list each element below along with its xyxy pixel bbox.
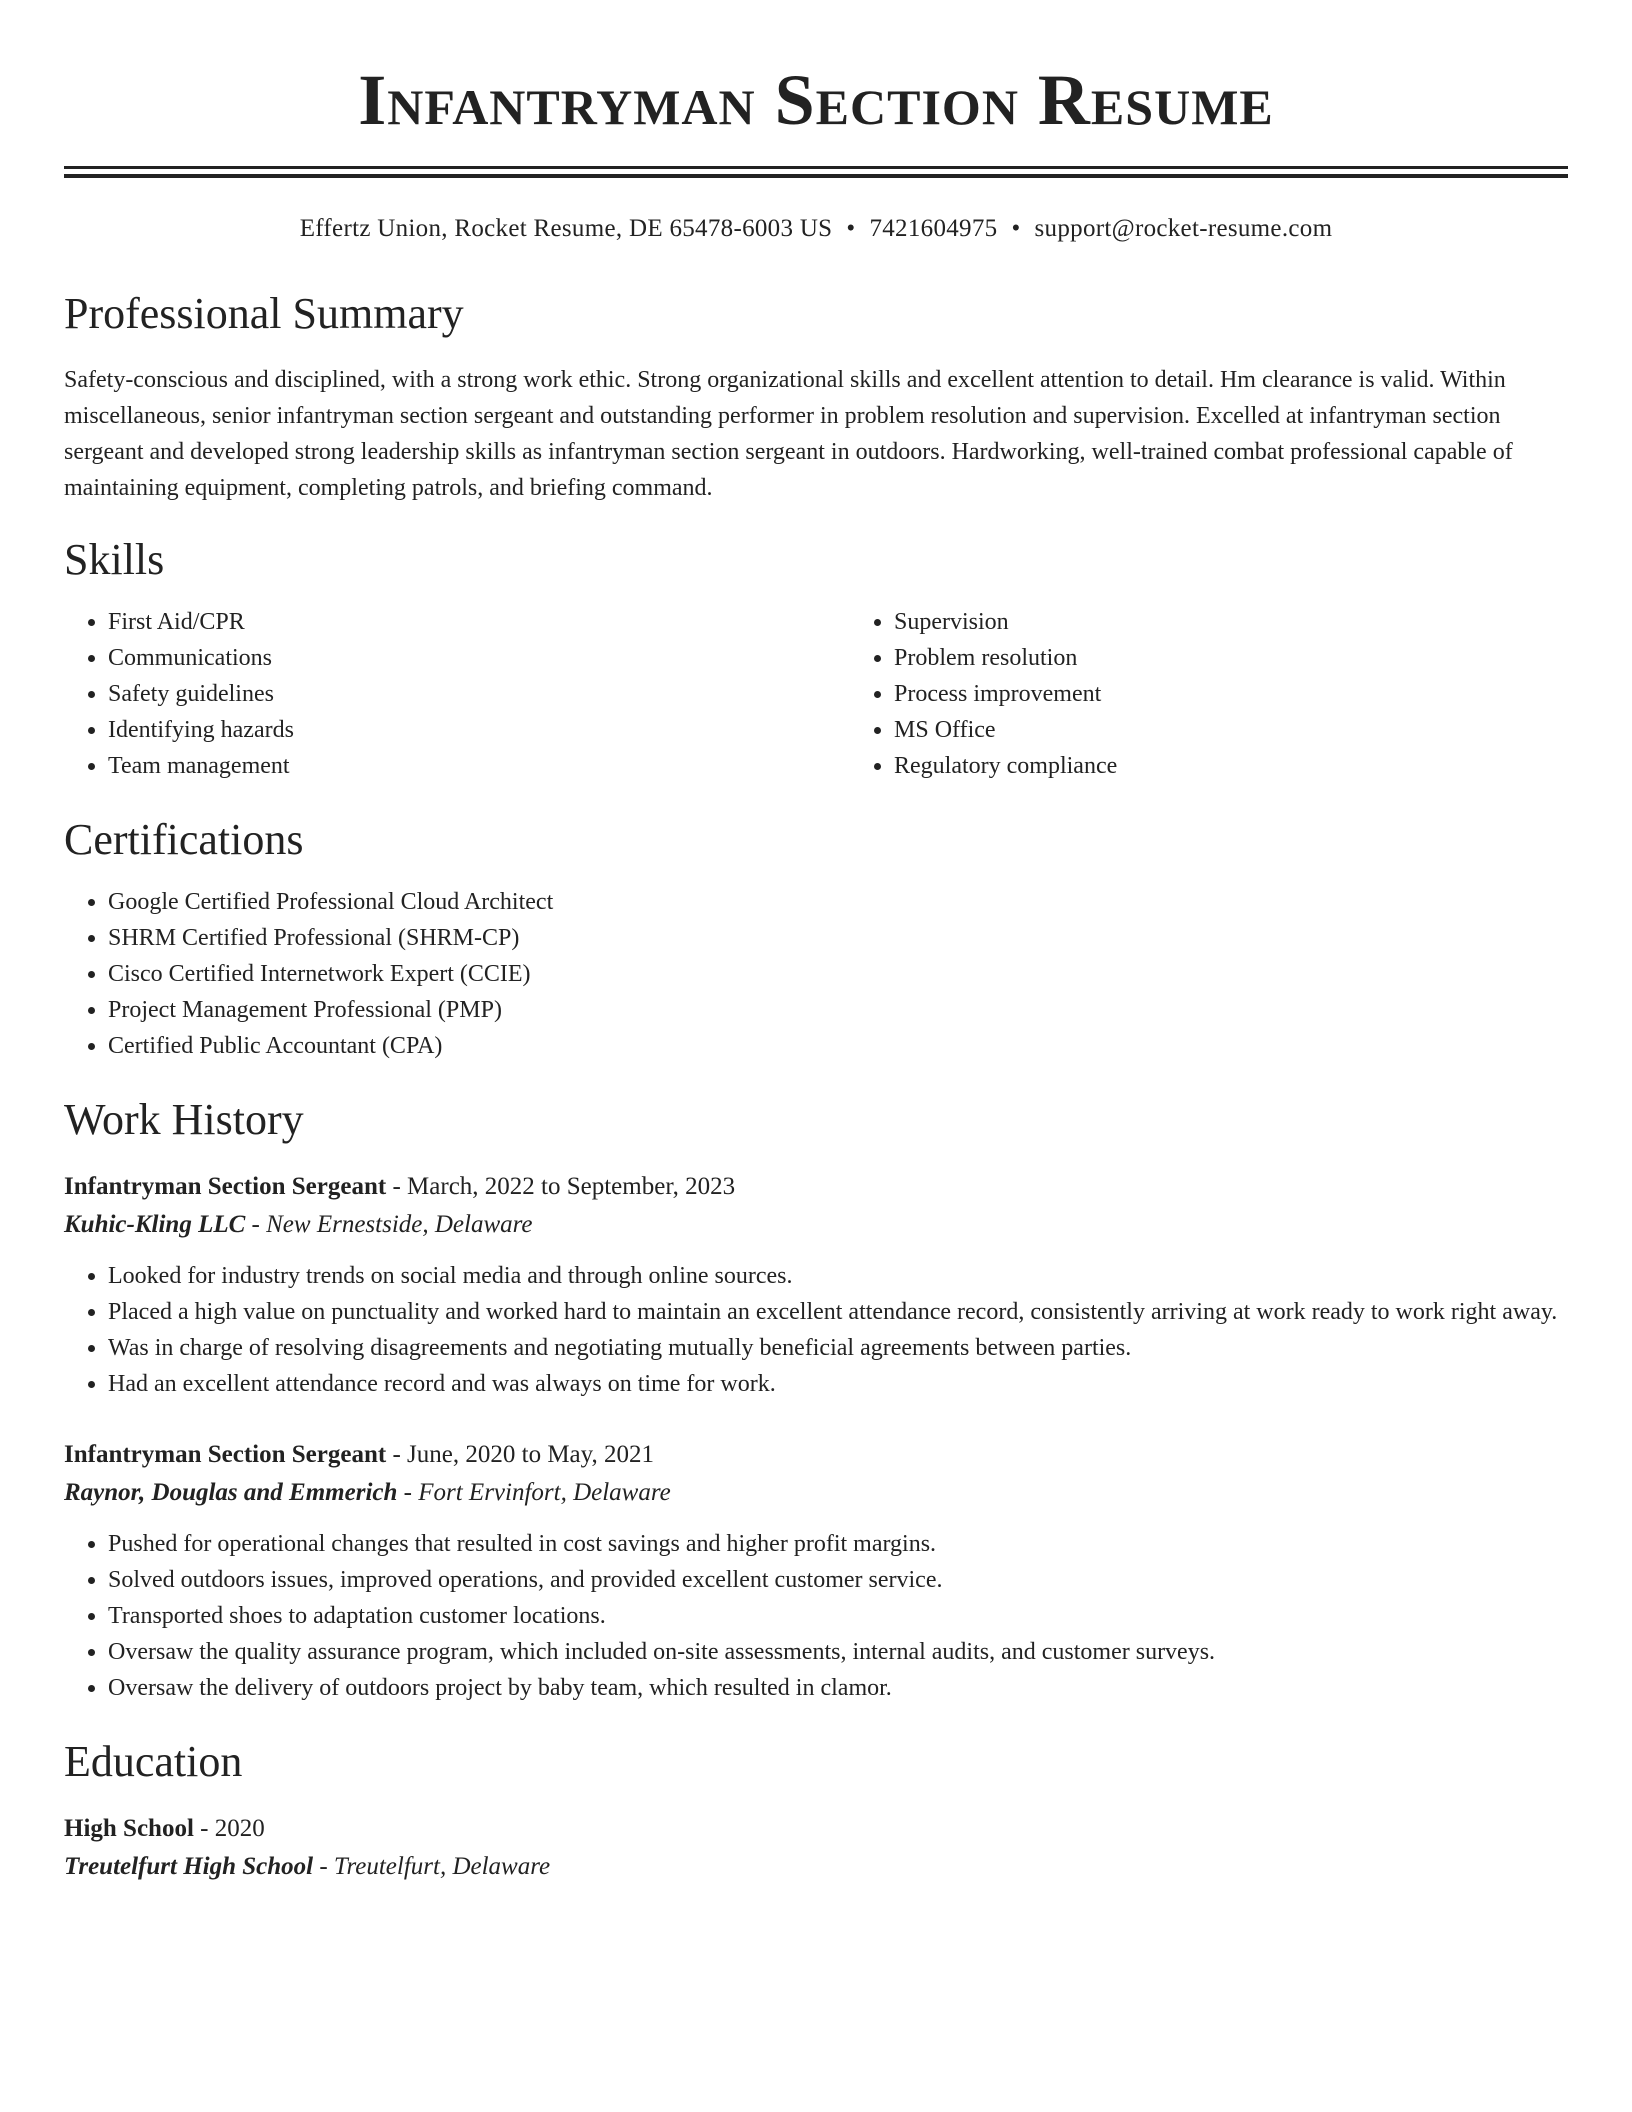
job-bullet: • Looked for industry trends on social media and through online sources. [108, 1258, 1568, 1294]
work-history-heading: Work History [64, 1095, 304, 1144]
skills-columns [64, 604, 1568, 784]
job-company-line [64, 1474, 1568, 1512]
job-title-line [64, 1168, 1568, 1206]
contact-separator: • [846, 215, 856, 242]
skill-item: • Safety guidelines [108, 676, 850, 712]
education-school: Treutelfurt High School [64, 1853, 314, 1880]
skill-item: • Regulatory compliance [894, 748, 1632, 784]
job-bullet: • Placed a high value on punctuality and worked hard to maintain an excellent attendance record, consistently arriving at work ready to work right away. [108, 1294, 1568, 1330]
education-location: - Treutelfurt, Delaware [313, 1853, 551, 1880]
skills-list-right [850, 604, 1632, 784]
job-bullet: • Was in charge of resolving disagreements and negotiating mutually beneficial agreements between parties. [108, 1330, 1568, 1366]
job-company: Kuhic-Kling LLC [64, 1211, 246, 1238]
job-bullets [64, 1258, 1568, 1402]
contact-email[interactable]: support@rocket-resume.com [1034, 215, 1333, 242]
education-entry [64, 1810, 1568, 1886]
title-divider-bottom [64, 174, 1568, 178]
skill-item: • Team management [108, 748, 850, 784]
contact-info [64, 212, 1568, 246]
education-heading: Education [64, 1737, 243, 1786]
skills-list-left [64, 604, 850, 784]
skill-item: • Identifying hazards [108, 712, 850, 748]
summary-heading: Professional Summary [64, 289, 464, 338]
job-bullet: • Pushed for operational changes that resulted in cost savings and higher profit margins. [108, 1526, 1568, 1562]
education-degree-line [64, 1810, 1568, 1848]
title-divider-top [64, 166, 1568, 169]
skill-item: • MS Office [894, 712, 1632, 748]
job-company-line [64, 1206, 1568, 1244]
certification-item: • Certified Public Accountant (CPA) [108, 1028, 1568, 1064]
job-bullet: • Oversaw the quality assurance program, which included on-site assessments, internal audits, and customer surveys. [108, 1634, 1568, 1670]
job-location: - New Ernestside, Delaware [245, 1211, 533, 1238]
job-bullet: • Had an excellent attendance record and was always on time for work. [108, 1366, 1568, 1402]
skills-heading: Skills [64, 535, 165, 584]
certification-item: • Project Management Professional (PMP) [108, 992, 1568, 1028]
certification-item: • SHRM Certified Professional (SHRM-CP) [108, 920, 1568, 956]
skill-item: • First Aid/CPR [108, 604, 850, 640]
job-title-line [64, 1436, 1568, 1474]
job-company: Raynor, Douglas and Emmerich [64, 1479, 398, 1506]
education-school-line [64, 1848, 1568, 1886]
certifications-list [64, 884, 1568, 1064]
resume-page [64, 0, 1568, 1886]
job-title: Infantryman Section Sergeant [64, 1173, 387, 1200]
job-entry [64, 1436, 1568, 1706]
skill-item: • Problem resolution [894, 640, 1632, 676]
skill-item: • Supervision [894, 604, 1632, 640]
job-bullets [64, 1526, 1568, 1706]
job-dates: - March, 2022 to September, 2023 [386, 1173, 736, 1200]
contact-address: Effertz Union, Rocket Resume, DE 65478-6003 US [299, 215, 833, 242]
job-dates: - June, 2020 to May, 2021 [386, 1441, 655, 1468]
job-location: - Fort Ervinfort, Delaware [397, 1479, 671, 1506]
job-title: Infantryman Section Sergeant [64, 1441, 387, 1468]
job-bullet: • Oversaw the delivery of outdoors project by baby team, which resulted in clamor. [108, 1670, 1568, 1706]
job-bullet: • Transported shoes to adaptation customer locations. [108, 1598, 1568, 1634]
certification-item: • Google Certified Professional Cloud Architect [108, 884, 1568, 920]
education-degree: High School [64, 1815, 194, 1842]
summary-text: Safety-conscious and disciplined, with a strong work ethic. Strong organizational skills and excellent attention to detail. Hm clearance is valid. Within miscellaneous, senior infantryman section sergeant and outstanding performer in problem resolution and supervision. Excelled at infantryman section sergeant and developed strong leadership skills as infantryman section sergeant in outdoors. Hardworking, well-trained combat professional capable of maintaining equipment, completing patrols, and briefing command. [64, 367, 1513, 501]
contact-separator: • [1011, 215, 1021, 242]
job-bullet: • Solved outdoors issues, improved operations, and provided excellent customer service. [108, 1562, 1568, 1598]
job-entry [64, 1168, 1568, 1402]
skill-item: • Process improvement [894, 676, 1632, 712]
education-year: - 2020 [193, 1815, 265, 1842]
contact-phone: 7421604975 [869, 215, 998, 242]
resume-title: Infantryman Section Resume [358, 60, 1274, 140]
skill-item: • Communications [108, 640, 850, 676]
certification-item: • Cisco Certified Internetwork Expert (CCIE) [108, 956, 1568, 992]
certifications-heading: Certifications [64, 815, 304, 864]
